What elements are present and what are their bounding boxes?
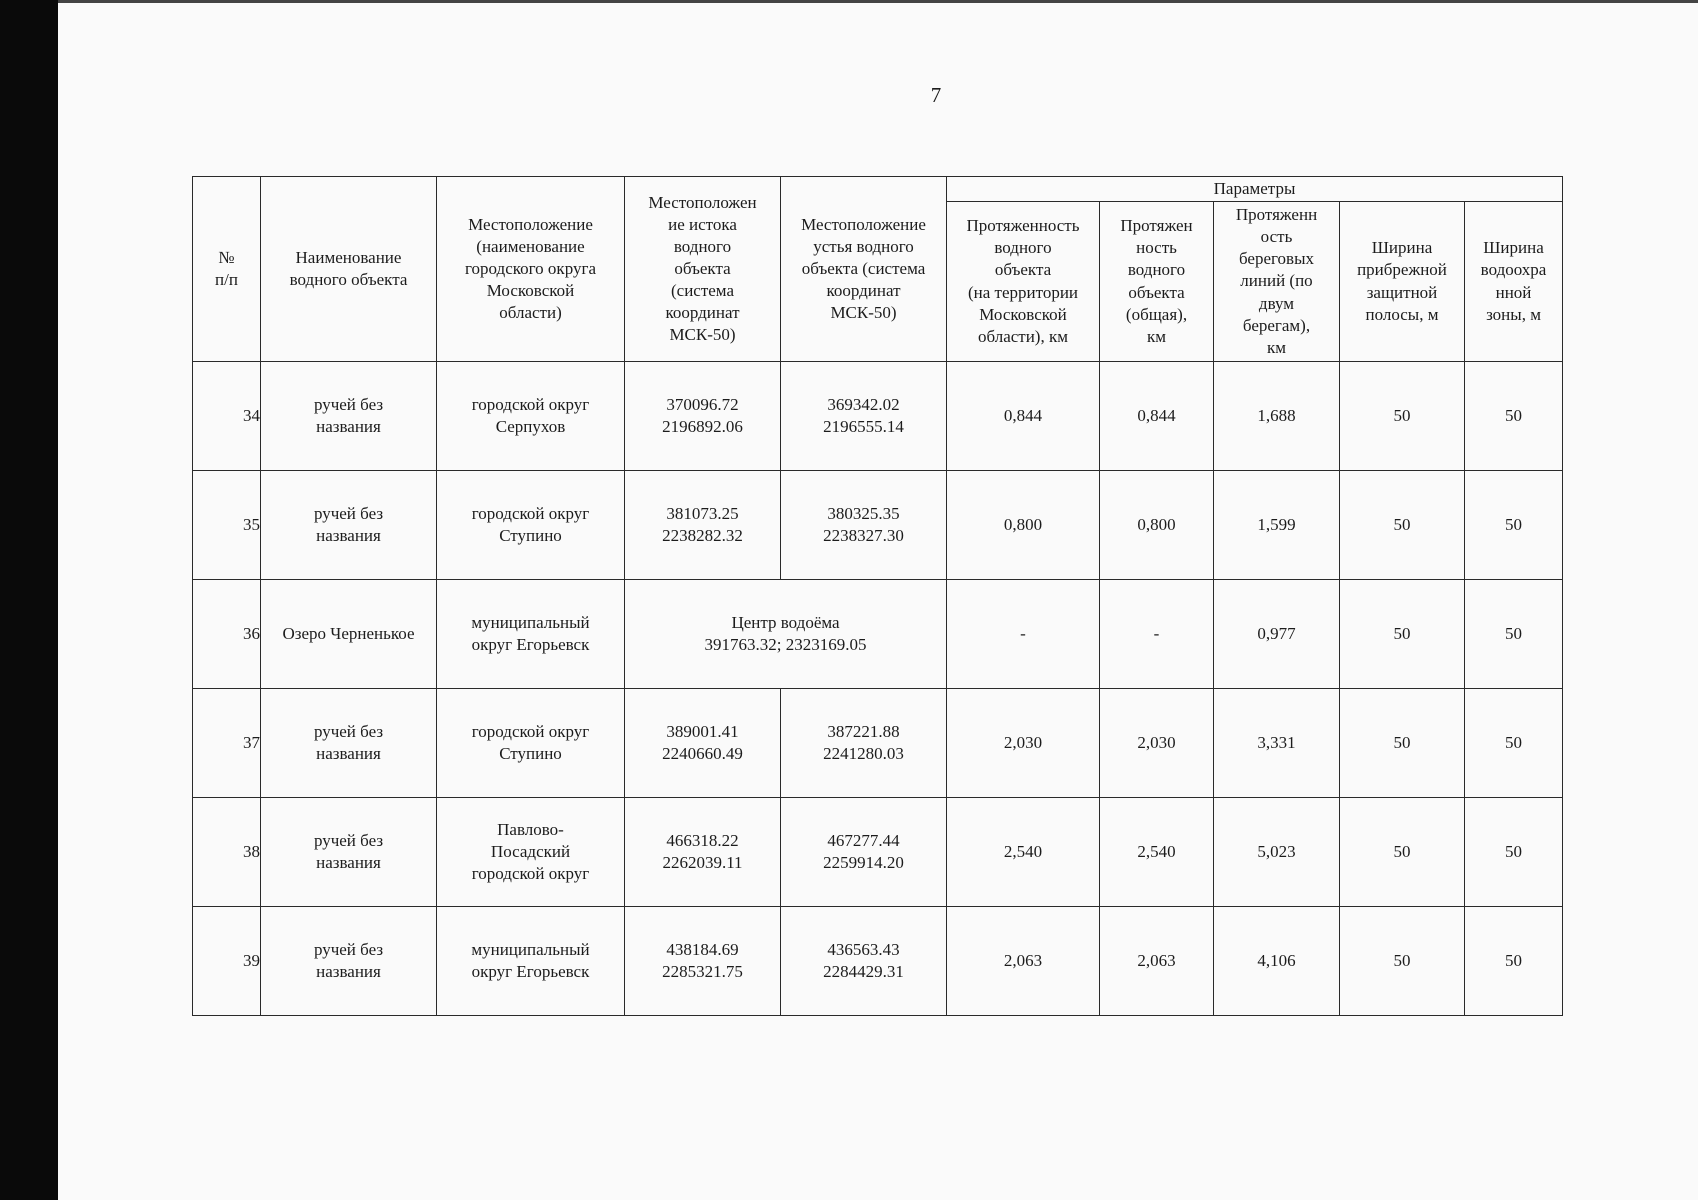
- header-source: Местоположен ие истока водного объекта (система координат МСК-50): [625, 177, 781, 362]
- cell-num: 38: [193, 798, 261, 907]
- cell-source: 370096.72 2196892.06: [625, 362, 781, 471]
- cell-location: городской округ Ступино: [437, 689, 625, 798]
- cell-mouth: 436563.43 2284429.31: [781, 907, 947, 1016]
- cell-source: 466318.22 2262039.11: [625, 798, 781, 907]
- table-row: [193, 798, 1563, 907]
- cell-location: муниципальный округ Егорьевск: [437, 907, 625, 1016]
- cell-mouth: 467277.44 2259914.20: [781, 798, 947, 907]
- cell-num: 35: [193, 471, 261, 580]
- cell-length-total: 2,030: [1100, 689, 1214, 798]
- cell-mouth: 380325.35 2238327.30: [781, 471, 947, 580]
- cell-length-total: 2,540: [1100, 798, 1214, 907]
- cell-protection-zone: 50: [1465, 689, 1563, 798]
- table-row: [193, 580, 1563, 689]
- cell-name: ручей без названия: [261, 471, 437, 580]
- cell-coastal-strip: 50: [1340, 689, 1465, 798]
- header-coastal-strip: Ширина прибрежной защитной полосы, м: [1340, 202, 1465, 362]
- cell-length-total: 0,800: [1100, 471, 1214, 580]
- cell-coastal-strip: 50: [1340, 580, 1465, 689]
- cell-length-mo: 0,800: [947, 471, 1100, 580]
- header-location: Местоположение (наименование городского округа Московской области): [437, 177, 625, 362]
- cell-length-mo: 0,844: [947, 362, 1100, 471]
- cell-name: ручей без названия: [261, 689, 437, 798]
- cell-length-total: 2,063: [1100, 907, 1214, 1016]
- cell-water-body-center: Центр водоёма 391763.32; 2323169.05: [625, 580, 947, 689]
- cell-shore-length: 0,977: [1214, 580, 1340, 689]
- cell-protection-zone: 50: [1465, 798, 1563, 907]
- cell-protection-zone: 50: [1465, 580, 1563, 689]
- cell-location: муниципальный округ Егорьевск: [437, 580, 625, 689]
- cell-name: Озеро Черненькое: [261, 580, 437, 689]
- cell-protection-zone: 50: [1465, 471, 1563, 580]
- cell-length-mo: 2,540: [947, 798, 1100, 907]
- cell-coastal-strip: 50: [1340, 907, 1465, 1016]
- header-mouth: Местоположение устья водного объекта (система координат МСК-50): [781, 177, 947, 362]
- cell-coastal-strip: 50: [1340, 471, 1465, 580]
- header-num: № п/п: [193, 177, 261, 362]
- cell-coastal-strip: 50: [1340, 362, 1465, 471]
- header-length-total: Протяжен ность водного объекта (общая), км: [1100, 202, 1214, 362]
- header-length-mo: Протяженность водного объекта (на территории Московской области), км: [947, 202, 1100, 362]
- cell-name: ручей без названия: [261, 907, 437, 1016]
- cell-location: городской округ Ступино: [437, 471, 625, 580]
- cell-coastal-strip: 50: [1340, 798, 1465, 907]
- header-shore-length: Протяженн ость береговых линий (по двум берегам), км: [1214, 202, 1340, 362]
- cell-location: городской округ Серпухов: [437, 362, 625, 471]
- cell-length-mo: 2,030: [947, 689, 1100, 798]
- cell-source: 381073.25 2238282.32: [625, 471, 781, 580]
- cell-shore-length: 1,599: [1214, 471, 1340, 580]
- cell-num: 34: [193, 362, 261, 471]
- table-row: [193, 471, 1563, 580]
- cell-location: Павлово- Посадский городской округ: [437, 798, 625, 907]
- cell-source: 389001.41 2240660.49: [625, 689, 781, 798]
- cell-shore-length: 4,106: [1214, 907, 1340, 1016]
- cell-source: 438184.69 2285321.75: [625, 907, 781, 1016]
- cell-num: 39: [193, 907, 261, 1016]
- cell-protection-zone: 50: [1465, 907, 1563, 1016]
- cell-protection-zone: 50: [1465, 362, 1563, 471]
- water-objects-table: [192, 176, 1563, 1016]
- cell-shore-length: 3,331: [1214, 689, 1340, 798]
- scan-edge: [0, 0, 58, 1200]
- cell-num: 37: [193, 689, 261, 798]
- cell-shore-length: 1,688: [1214, 362, 1340, 471]
- table-row: [193, 689, 1563, 798]
- cell-length-total: -: [1100, 580, 1214, 689]
- cell-mouth: 387221.88 2241280.03: [781, 689, 947, 798]
- table-row: [193, 362, 1563, 471]
- header-protection-zone: Ширина водоохра нной зоны, м: [1465, 202, 1563, 362]
- cell-length-mo: -: [947, 580, 1100, 689]
- cell-num: 36: [193, 580, 261, 689]
- cell-shore-length: 5,023: [1214, 798, 1340, 907]
- header-params: Параметры: [947, 177, 1563, 202]
- cell-mouth: 369342.02 2196555.14: [781, 362, 947, 471]
- cell-length-total: 0,844: [1100, 362, 1214, 471]
- cell-name: ручей без названия: [261, 798, 437, 907]
- cell-length-mo: 2,063: [947, 907, 1100, 1016]
- page-number: 7: [930, 83, 942, 107]
- cell-name: ручей без названия: [261, 362, 437, 471]
- table-row: [193, 907, 1563, 1016]
- header-name: Наименование водного объекта: [261, 177, 437, 362]
